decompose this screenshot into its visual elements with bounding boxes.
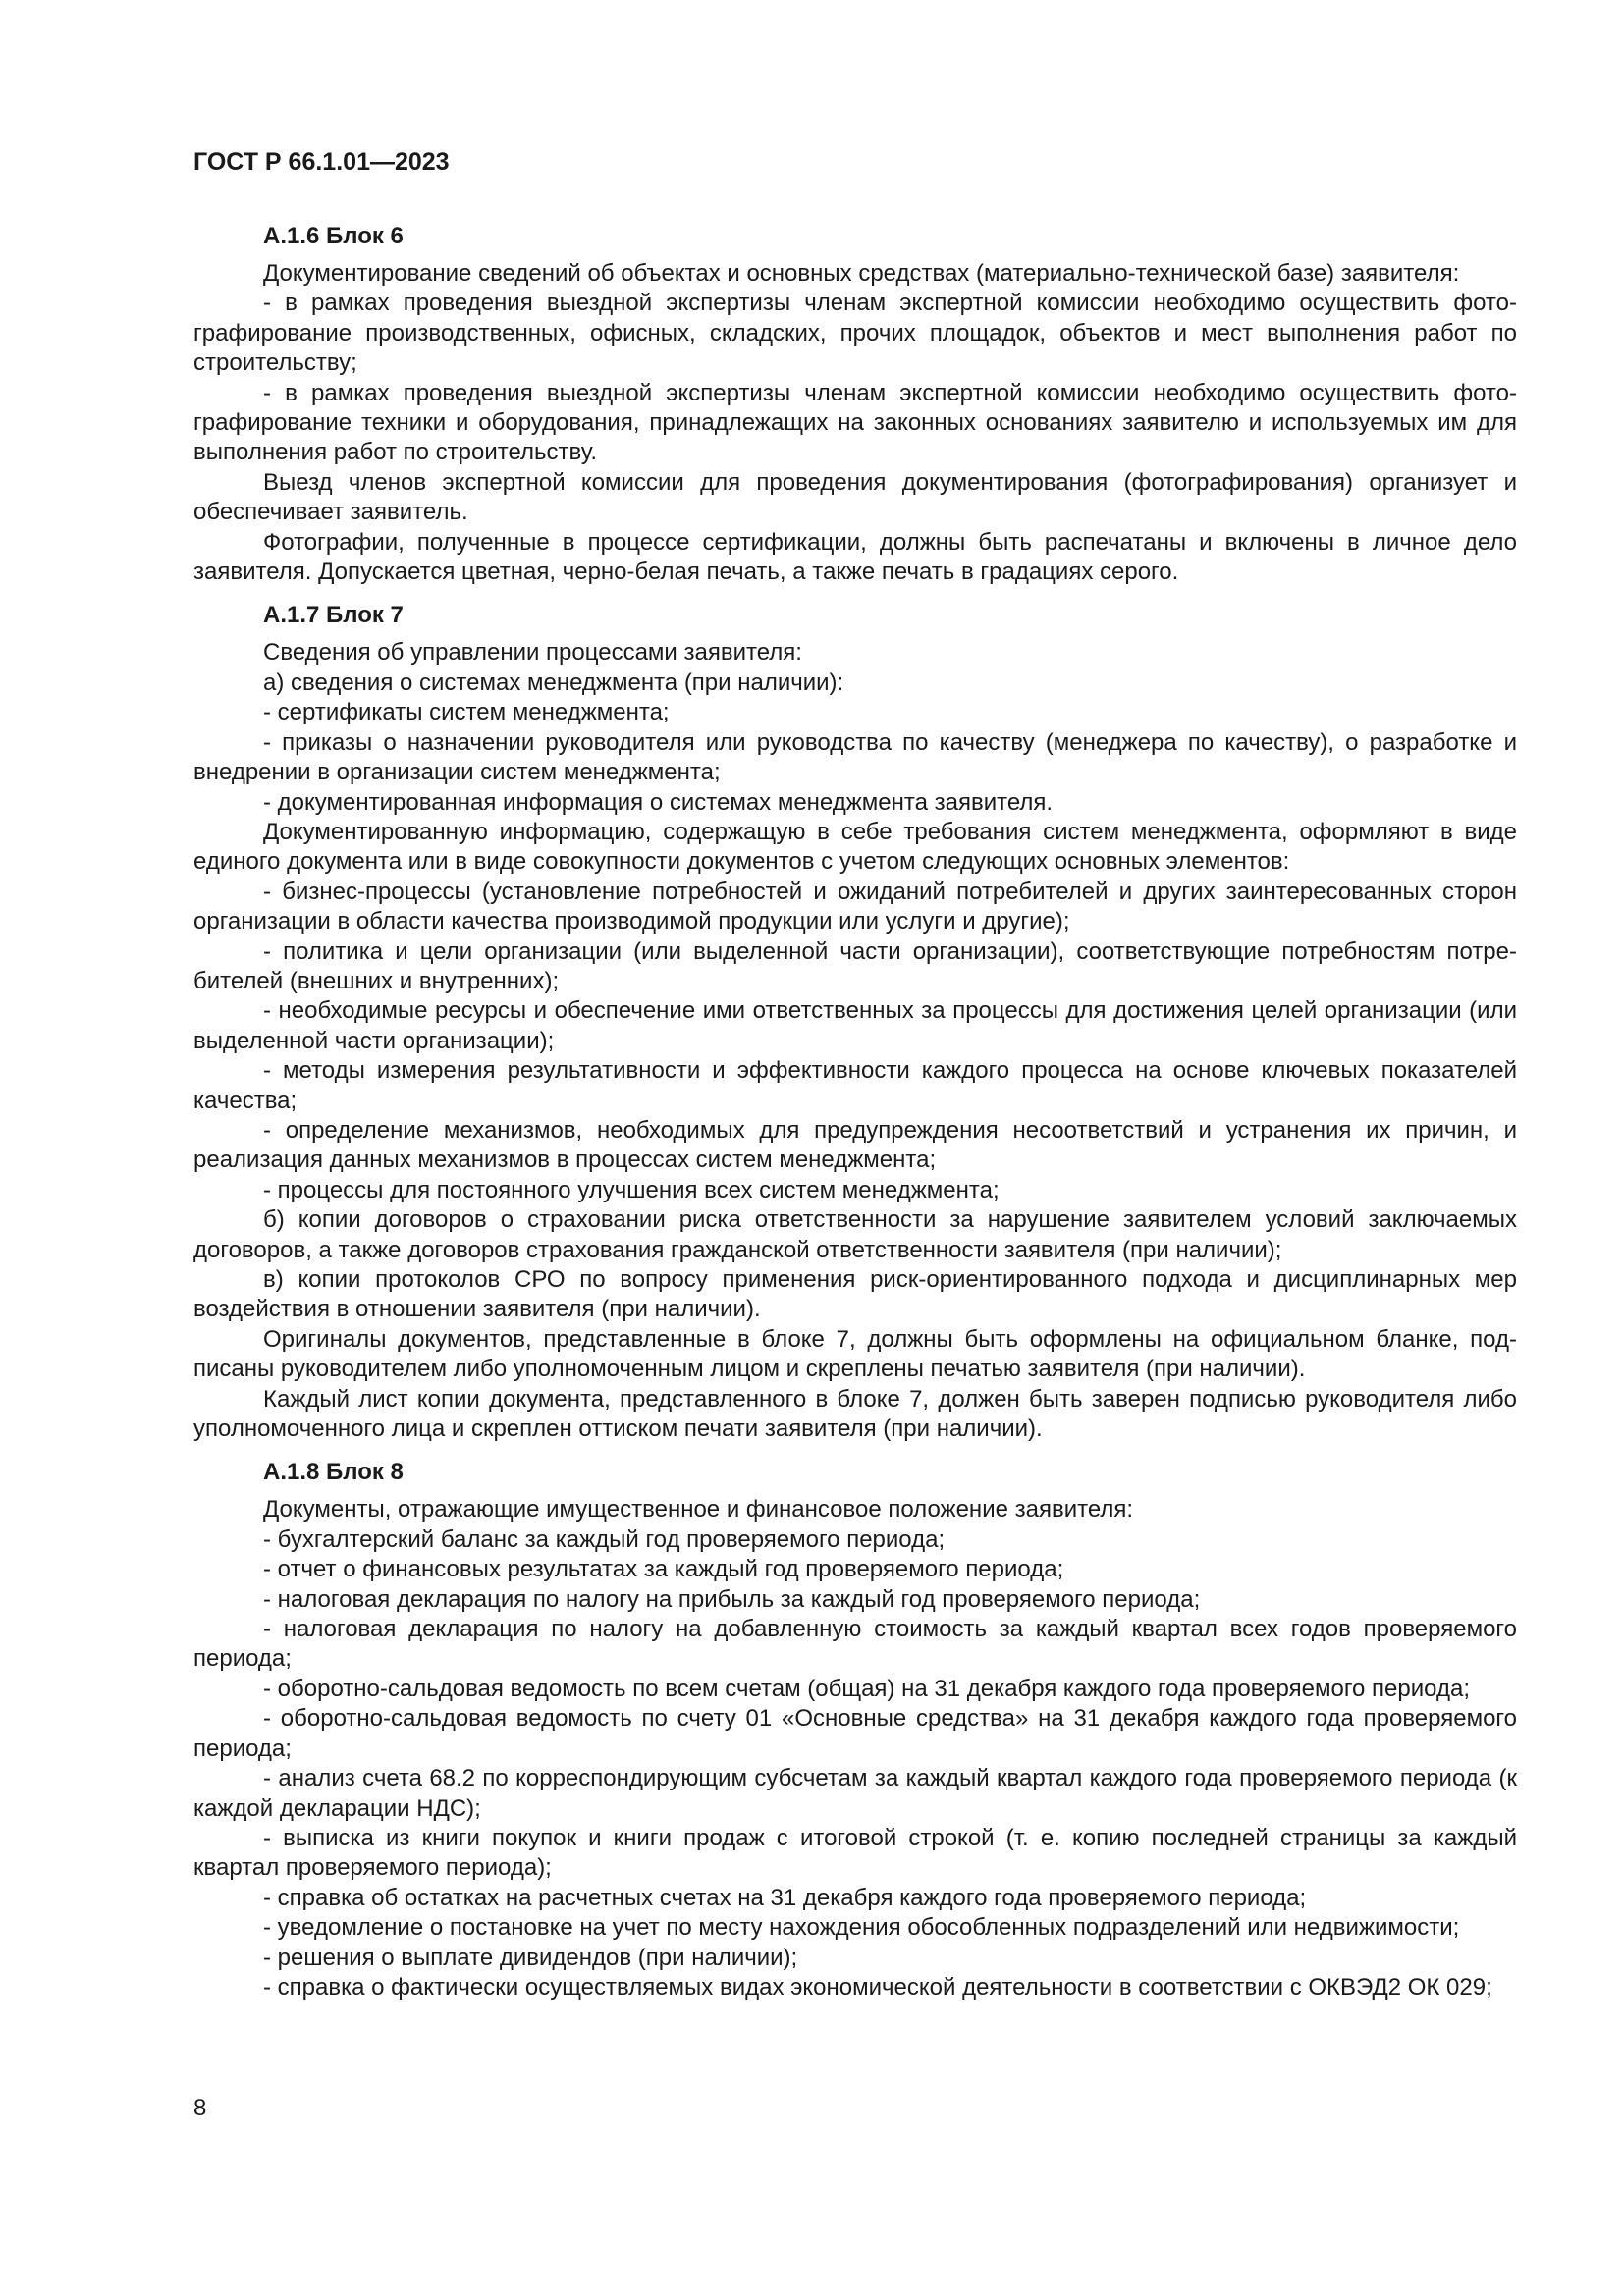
paragraph: Документирование сведений об объектах и основных средствах (материально-технической базе) заявителя: xyxy=(263,260,1460,287)
paragraph: - в рамках проведения выездной экспертизы членам экспертной комиссии необходимо осуществить фотографирование техники и оборудования, принадлежащих на законных основаниях заявителю и используемых им для выполнения работ по строительству. xyxy=(193,379,1517,466)
paragraph: Сведения об управлении процессами заявителя: xyxy=(263,639,802,667)
paragraph: - сертификаты систем менеджмента; xyxy=(263,699,670,726)
section xyxy=(193,601,1517,1444)
paragraph: - бизнес-процессы (установление потребностей и ожиданий потребителей и других заинтересованных сторон организации в области качества производимой продукции или услуги и другие); xyxy=(193,878,1517,935)
paragraph: - процессы для постоянного улучшения всех систем менеджмента; xyxy=(263,1176,1000,1203)
section-heading: А.1.7 Блок 7 xyxy=(263,602,404,629)
section xyxy=(193,222,1517,587)
section-spacer xyxy=(193,1444,1517,1458)
paragraph: Выезд членов экспертной комиссии для проведения документирования (фотографирования) организует и обеспечивает заявитель. xyxy=(193,468,1517,526)
section-spacer xyxy=(193,587,1517,601)
paragraph: - уведомление о постановке на учет по месту нахождения обособленных подразделений или недвижимости; xyxy=(263,1914,1460,1942)
paragraph: Документированную информацию, содержащую в себе требования систем менеджмента, оформляют в виде единого документа или в виде совокупности документов с учетом следующих основных элементов: xyxy=(193,818,1517,876)
paragraph: а) сведения о системах менеджмента (при наличии): xyxy=(263,668,844,696)
paragraph: б) копии договоров о страховании риска ответственности за нарушение заявителем условий заключаемых договоров, а также договоров страхования гражданской ответственности заявителя (при наличии); xyxy=(193,1206,1517,1263)
paragraph: - политика и цели организации (или выделенной части организации), соответствующие потребностям потребителей (внешних и внутренних); xyxy=(193,937,1517,994)
paragraph: - справка о фактически осуществляемых видах экономической деятельности в соответствии с ОКВЭД2 ОК 029; xyxy=(263,1973,1492,2001)
section xyxy=(193,1458,1517,2002)
paragraph: - налоговая декларация по налогу на добавленную стоимость за каждый квартал всех годов проверяемого периода; xyxy=(193,1616,1517,1673)
paragraph: - необходимые ресурсы и обеспечение ими ответственных за процессы для достижения целей организации (или выделенной части организации); xyxy=(193,997,1517,1054)
paragraph: - в рамках проведения выездной экспертизы членам экспертной комиссии необходимо осуществить фотографирование производственных, офисных, складских, прочих площадок, объектов и мест выполнения работ по строительству; xyxy=(193,290,1517,377)
paragraph: - отчет о финансовых результатах за каждый год проверяемого периода; xyxy=(263,1556,1064,1583)
page-number: 8 xyxy=(193,2095,207,2121)
paragraph: - документированная информация о системах менеджмента заявителя. xyxy=(263,788,1054,816)
paragraph: Фотографии, полученные в процессе сертификации, должны быть распечатаны и включены в личное дело заявителя. Допускается цветная, черно-белая печать, а также печать в градациях серого. xyxy=(193,528,1517,586)
paragraph: - приказы о назначении руководителя или руководства по качеству (менеджера по качеству), о разработке и внедрении в организации систем менеджмента; xyxy=(193,728,1517,786)
paragraph: в) копии протоколов СРО по вопросу применения риск-ориентированного подхода и дисциплинарных мер воздействия в отношении заявителя (при наличии). xyxy=(193,1266,1517,1323)
paragraph: - выписка из книги покупок и книги продаж с итоговой строкой (т. е. копию последней страницы за каждый квартал проверяемого периода); xyxy=(193,1824,1517,1882)
paragraph: Оригиналы документов, представленные в блоке 7, должны быть оформлены на официальном бланке, подписаны руководителем либо уполномоченным лицом и скреплены печатью заявителя (при наличии). xyxy=(193,1325,1517,1383)
paragraph: - налоговая декларация по налогу на прибыль за каждый год проверяемого периода; xyxy=(263,1585,1201,1613)
paragraph: - решения о выплате дивидендов (при наличии); xyxy=(263,1944,798,1971)
paragraph: Документы, отражающие имущественное и финансовое положение заявителя: xyxy=(263,1496,1134,1523)
paragraph: - справка об остатках на расчетных счетах на 31 декабря каждого года проверяемого периода; xyxy=(263,1884,1307,1911)
document-page xyxy=(193,147,1517,2002)
section-heading: А.1.8 Блок 8 xyxy=(263,1459,404,1486)
section-heading: А.1.6 Блок 6 xyxy=(263,223,404,249)
paragraph: - анализ счета 68.2 по корреспондирующим субсчетам за каждый квартал каждого года проверяемого периода (к каждой декларации НДС); xyxy=(193,1765,1517,1822)
paragraph: - оборотно-сальдовая ведомость по счету 01 «Основные средства» на 31 декабря каждого года проверяемого периода; xyxy=(193,1705,1517,1762)
paragraph: - оборотно-сальдовая ведомость по всем счетам (общая) на 31 декабря каждого года проверяемого периода; xyxy=(263,1675,1470,1702)
paragraph: - определение механизмов, необходимых для предупреждения несоответствий и устранения их причин, и реализация данных механизмов в процессах систем менеджмента; xyxy=(193,1116,1517,1174)
paragraph: - методы измерения результативности и эффективности каждого процесса на основе ключевых показателей качества; xyxy=(193,1057,1517,1114)
document-header: ГОСТ Р 66.1.01—2023 xyxy=(193,148,450,176)
document-body xyxy=(193,222,1517,2002)
paragraph: - бухгалтерский баланс за каждый год проверяемого периода; xyxy=(263,1525,946,1553)
paragraph: Каждый лист копии документа, представленного в блоке 7, должен быть заверен подписью руководителя либо уполномоченного лица и скреплен оттиском печати заявителя (при наличии). xyxy=(193,1385,1517,1443)
